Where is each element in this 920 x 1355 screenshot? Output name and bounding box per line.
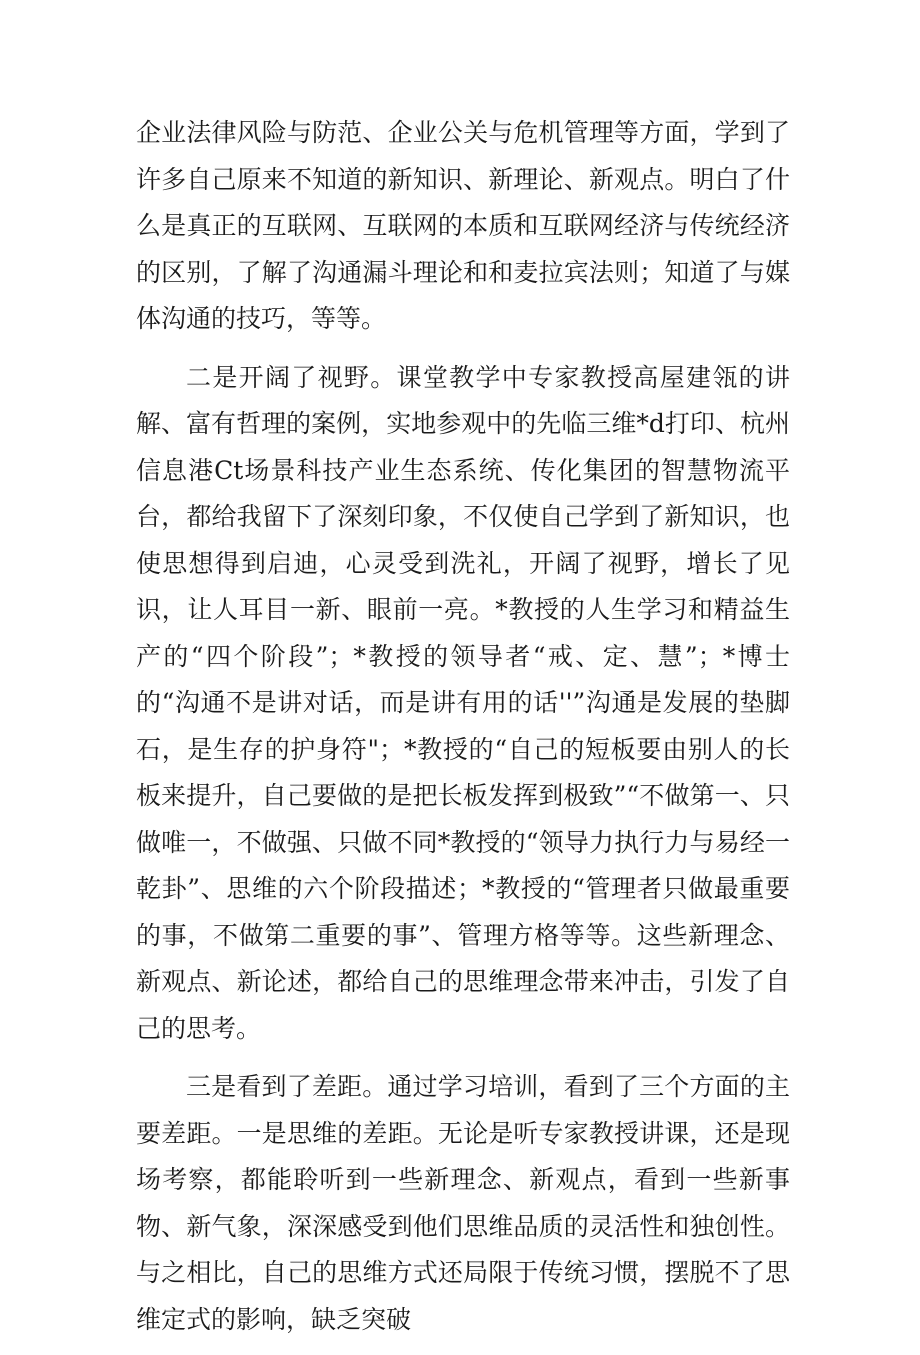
document-body xyxy=(136,110,790,1355)
paragraph-broadened-horizons: 二是开阔了视野。课堂教学中专家教授高屋建瓴的讲解、富有哲理的案例，实地参观中的先临三维*d打印、杭州信息港Ct场景科技产业生态系统、传化集团的智慧物流平台，都给我留下了深刻印象，不仅使自己学到了新知识，也使思想得到启迪，心灵受到洗礼，开阔了视野，增长了见识，让人耳目一新、眼前一亮。*教授的人生学习和精益生产的“四个阶段”；*教授的领导者“戒、定、慧”；*博士的“沟通不是讲对话，而是讲有用的话''”沟通是发展的垫脚石，是生存的护身符"；*教授的“自己的短板要由别人的长板来提升，自己要做的是把长板发挥到极致”“不做第一、只做唯一，不做强、只做不同*教授的“领导力执行力与易经一乾卦”、思维的六个阶段描述；*教授的“管理者只做最重要的事，不做第二重要的事”、管理方格等等。这些新理念、新观点、新论述，都给自己的思维理念带来冲击，引发了自己的思考。 xyxy=(136,362,790,1043)
paragraph-continuation: 企业法律风险与防范、企业公关与危机管理等方面，学到了许多自己原来不知道的新知识、新理论、新观点。明白了什么是真正的互联网、互联网的本质和互联网经济与传统经济的区别，了解了沟通漏斗理论和和麦拉宾法则；知道了与媒体沟通的技巧，等等。 xyxy=(136,118,790,333)
paragraph-saw-gaps: 三是看到了差距。通过学习培训，看到了三个方面的主要差距。一是思维的差距。无论是听专家教授讲课，还是现场考察，都能聆听到一些新理念、新观点，看到一些新事物、新气象，深深感受到他们思维品质的灵活性和独创性。与之相比，自己的思维方式还局限于传统习惯，摆脱不了思维定式的影响，缺乏突破 xyxy=(136,1072,790,1334)
